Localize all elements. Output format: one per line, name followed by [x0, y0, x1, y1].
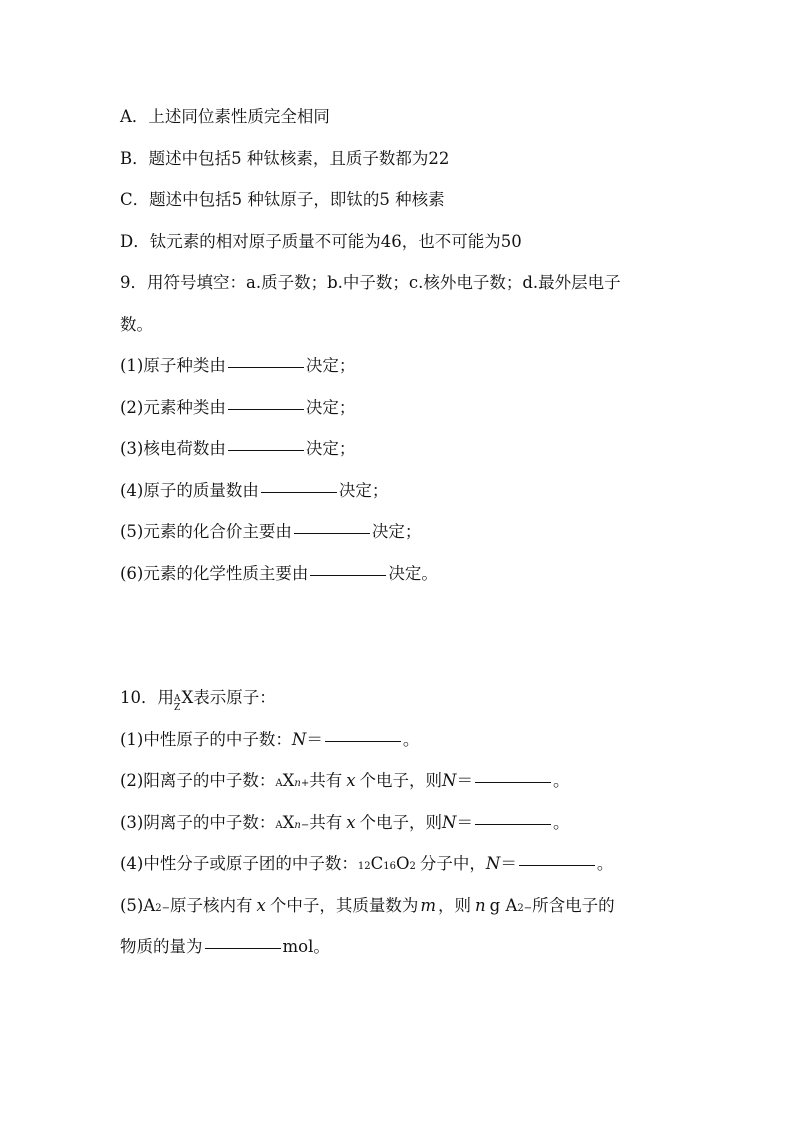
q9-item-text: (6)元素的化学性质主要由	[120, 563, 309, 583]
q10-item2-eq: ＝	[456, 771, 473, 790]
q10-item5-line2-post: mol。	[282, 937, 330, 956]
iso-mass: A	[174, 694, 181, 704]
q9-item-suffix: 决定；	[305, 356, 356, 375]
answer-blank[interactable]	[228, 408, 304, 410]
q10-item5-x: x	[256, 895, 266, 915]
option-a: A．上述同位素性质完全相同	[120, 107, 330, 126]
q10-item1-post: 。	[402, 729, 420, 749]
q10-item5-mid5: 所含电子的	[532, 895, 615, 915]
q9-items	[120, 351, 720, 600]
q9-item	[120, 517, 720, 559]
q9-item-text: (2)元素种类由	[120, 397, 226, 417]
q10-item5-mid3: ，则	[438, 895, 472, 915]
q10-item3-pre: (3)阴离子的中子数：	[120, 812, 276, 832]
q9-item-text: (5)元素的化合价主要由	[120, 522, 292, 541]
q10-item5-line1: (5)A 2− 原子核内有 x 个中子，其质量数为 m ，则 n g A 2− 所含电子的	[120, 891, 720, 933]
answer-blank[interactable]	[519, 864, 595, 866]
q10-item2-post: 。	[552, 771, 570, 790]
isotope-notation	[174, 695, 181, 713]
q10-item3-mid: 共有	[309, 812, 343, 832]
option-c: C．题述中包括5 种钛原子，即钛的5 种核素	[120, 190, 445, 209]
q10-item5-line2-pre: 物质的量为	[120, 937, 203, 956]
q9-item	[120, 559, 720, 601]
answer-blank[interactable]	[205, 947, 281, 949]
q10-stem-pre: 10．用	[120, 688, 174, 707]
q10-item3-var: N	[442, 812, 457, 832]
q10-item2-var: N	[442, 771, 457, 790]
q10-item5-mid2: 个中子，其质量数为	[269, 895, 419, 915]
answer-blank[interactable]	[261, 491, 337, 493]
element-symbol: X	[181, 688, 194, 707]
answer-blank[interactable]	[228, 366, 304, 368]
q9-item-suffix: 决定；	[305, 439, 356, 458]
q10-item2-charge-sign: +	[300, 778, 310, 789]
q9-item	[120, 476, 720, 518]
q10-item3-symbol: X	[282, 812, 295, 832]
q9-item	[120, 393, 720, 435]
answer-blank[interactable]	[325, 740, 401, 742]
q10-item1-var: N	[291, 729, 307, 749]
q10-item5-line2	[120, 932, 720, 974]
q9-item-suffix: 决定；	[305, 397, 356, 417]
q10-item3: (3)阴离子的中子数： A X n− 共有 x 个电子，则 N ＝ 。	[120, 808, 720, 850]
q10-item3-eq: ＝	[456, 812, 473, 832]
answer-blank[interactable]	[475, 781, 551, 783]
q10-item3-x: x	[346, 812, 356, 832]
q9-item	[120, 351, 720, 393]
q10-item4-var: N	[485, 854, 501, 873]
q10-item3-charge-sign: −	[300, 819, 310, 831]
q10-item3-post: 。	[552, 812, 570, 832]
q10-item4-elem1: C	[370, 854, 384, 873]
q10-item4-elem2: O	[395, 854, 410, 873]
option-d: D．钛元素的相对原子质量不可能为46，也不可能为50	[120, 231, 522, 251]
q10-item4-pre: (4)中性分子或原子团的中子数：	[120, 854, 358, 873]
document-page	[120, 102, 720, 974]
q10-stem-post: 表示原子：	[193, 688, 276, 707]
q10-item3-mid2: 个电子，则	[359, 812, 443, 832]
q10-item3-charge-var: n	[294, 819, 301, 831]
q10-item2-mid2: 个电子，则	[359, 771, 443, 790]
q10-item5-mid4: g A	[489, 895, 518, 915]
q9-item-suffix: 决定。	[388, 563, 438, 583]
q10-item4-eq: ＝	[500, 854, 517, 873]
answer-blank[interactable]	[228, 449, 304, 451]
q9-item-text: (3)核电荷数由	[120, 439, 226, 458]
answer-blank[interactable]	[310, 574, 386, 576]
q10-item2-symbol: X	[282, 771, 295, 790]
q9-item-text: (4)原子的质量数由	[120, 480, 259, 500]
q10-item2: (2)阳离子的中子数： A X n+ 共有 x 个电子，则 N ＝ 。	[120, 766, 720, 808]
q10-item2-mid: 共有	[309, 771, 343, 790]
q10-item4: (4)中性分子或原子团的中子数： 12 C 16 O 2 分子中， N ＝ 。	[120, 849, 720, 891]
q9-item-suffix: 决定；	[371, 522, 422, 541]
q9-item-suffix: 决定；	[338, 480, 389, 500]
q10-item2-x: x	[346, 771, 356, 790]
iso-atomic: Z	[174, 703, 181, 713]
answer-blank[interactable]	[294, 532, 370, 534]
q9-stem-line1: 9．用符号填空：a.质子数；b.中子数；c.核外电子数；d.最外层电子	[120, 273, 621, 292]
q10-item4-mid: 分子中，	[419, 854, 486, 873]
q10-item5-mid1: 原子核内有	[170, 895, 253, 915]
q10-item1-eq: ＝	[306, 729, 323, 749]
q10-item5-pre: (5)A	[120, 895, 156, 915]
q9-item-text: (1)原子种类由	[120, 356, 226, 375]
q10-item1-pre: (1)中性原子的中子数：	[120, 729, 292, 749]
q10-item2-charge-var: n	[294, 778, 301, 789]
q10-item5-n: n	[475, 895, 486, 915]
spacer	[120, 600, 720, 683]
q10-stem	[120, 683, 720, 725]
q10-item5-m: m	[420, 895, 437, 915]
q10-item2-pre: (2)阳离子的中子数：	[120, 771, 276, 790]
q10-item4-post: 。	[596, 854, 614, 873]
q10-item1	[120, 725, 720, 767]
option-b: B．题述中包括5 种钛核素，且质子数都为22	[120, 148, 450, 168]
q9-stem-line2: 数。	[120, 314, 153, 334]
answer-blank[interactable]	[475, 823, 551, 825]
q9-item	[120, 434, 720, 476]
